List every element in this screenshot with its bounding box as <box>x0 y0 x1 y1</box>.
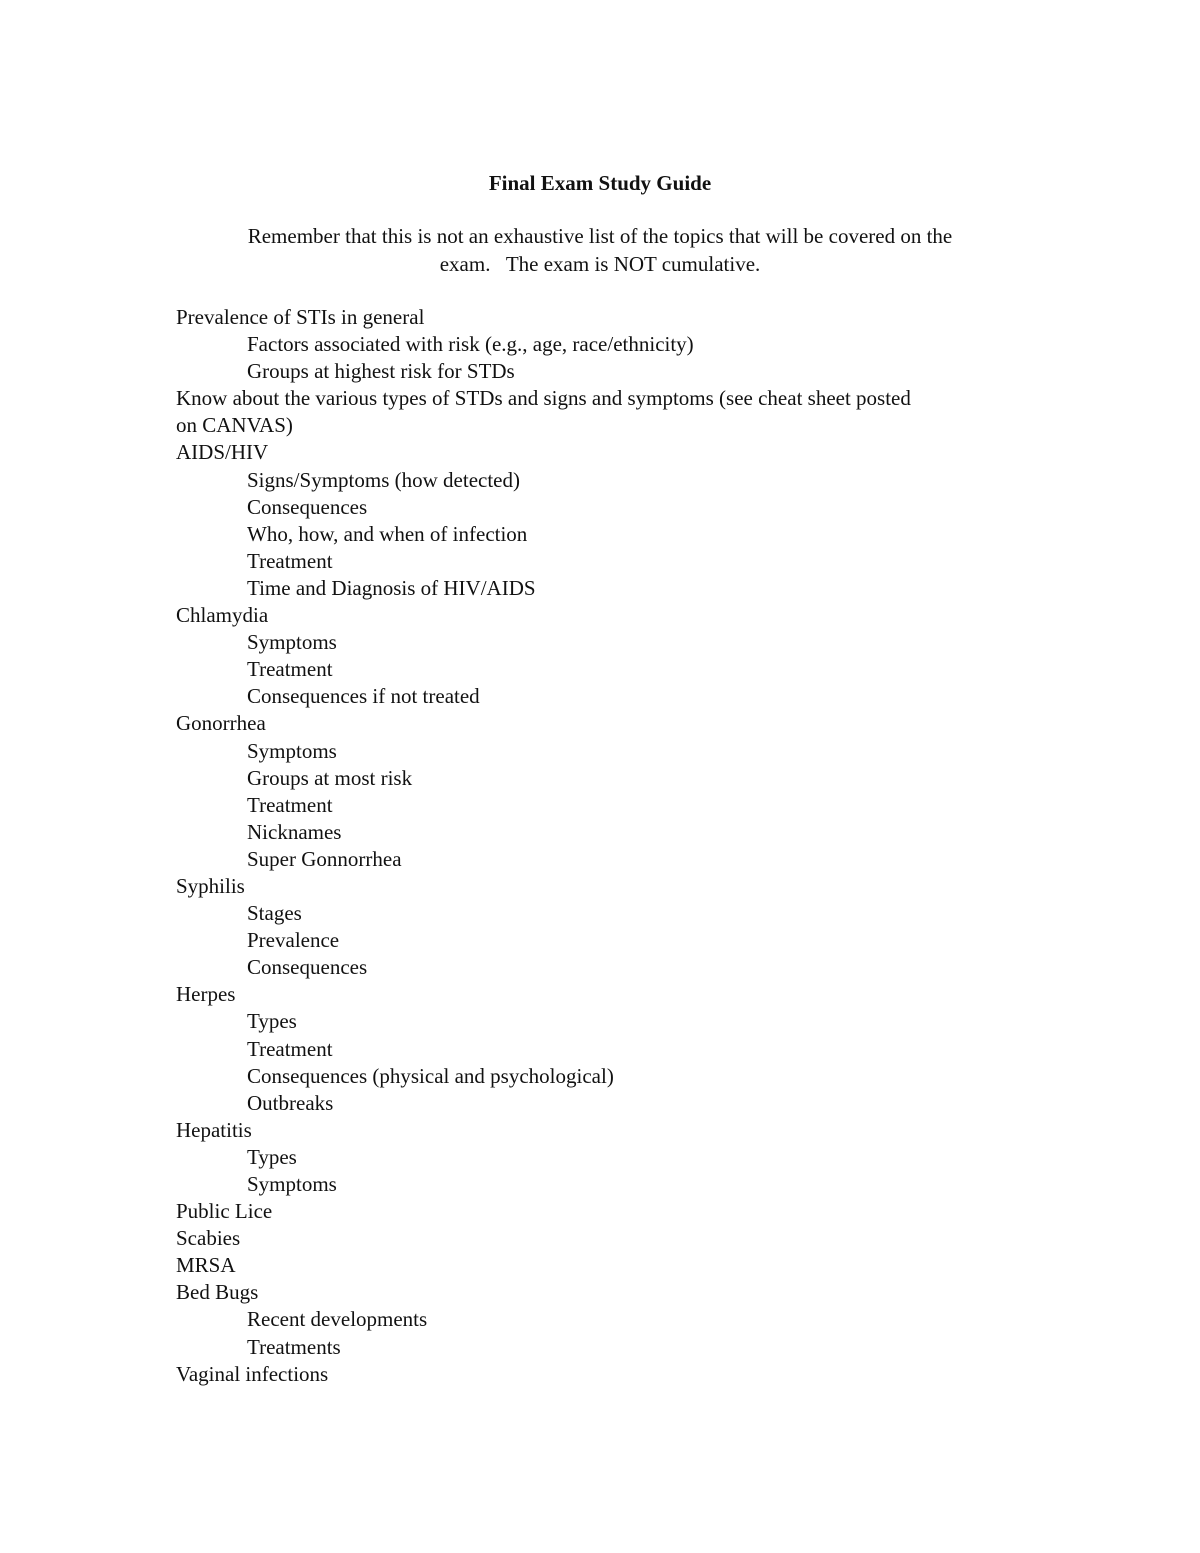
subtopic-item: Treatments <box>247 1334 341 1359</box>
subtopic-item: Symptoms <box>247 630 337 655</box>
topic-item: Know about the various types of STDs and signs and symptoms (see cheat sheet posted <box>176 386 911 411</box>
subtopic-item: Nicknames <box>247 819 342 844</box>
subtopic-item: Groups at most risk <box>247 765 413 790</box>
document-title: Final Exam Study Guide <box>488 171 712 195</box>
topic-item: Vaginal infections <box>176 1361 329 1386</box>
subtopic-item: Consequences (physical and psychological) <box>247 1063 614 1088</box>
subtopic-item: Recent developments <box>247 1307 428 1332</box>
topic-outline <box>176 304 1026 1388</box>
subtopic-item: Groups at highest risk for STDs <box>247 359 515 384</box>
topic-item: Herpes <box>176 982 236 1007</box>
subtopic-item: Factors associated with risk (e.g., age, race/ethnicity) <box>247 332 694 357</box>
subtopic-item: Treatment <box>247 657 333 682</box>
subtopic-item: Prevalence <box>247 928 340 953</box>
topic-item: Chlamydia <box>176 603 269 628</box>
subtopic-item: Consequences <box>247 955 368 980</box>
topic-item: Gonorrhea <box>176 711 266 736</box>
intro-paragraph <box>190 222 1010 278</box>
subtopic-item: Symptoms <box>247 1172 337 1196</box>
topic-item: Bed Bugs <box>176 1280 259 1305</box>
subtopic-item: Consequences <box>247 494 368 519</box>
subtopic-item: Super Gonnorrhea <box>247 846 402 871</box>
topic-item: on CANVAS) <box>176 413 293 438</box>
subtopic-item: Treatment <box>247 792 333 817</box>
topic-item: Public Lice <box>176 1199 273 1224</box>
topic-item: Prevalence of STIs in general <box>176 305 425 329</box>
intro-line: Remember that this is not an exhaustive list of the topics that will be covered on the <box>247 224 953 248</box>
topic-item: Hepatitis <box>176 1117 252 1142</box>
subtopic-item: Signs/Symptoms (how detected) <box>247 467 520 492</box>
topic-item: MRSA <box>176 1253 236 1278</box>
subtopic-item: Treatment <box>247 548 333 573</box>
topic-item: Scabies <box>176 1226 241 1251</box>
subtopic-item: Types <box>247 1009 297 1034</box>
topic-item: AIDS/HIV <box>176 440 269 465</box>
subtopic-item: Symptoms <box>247 738 337 763</box>
topic-item: Syphilis <box>176 873 245 898</box>
subtopic-item: Outbreaks <box>247 1090 334 1115</box>
intro-line: exam. The exam is NOT cumulative. <box>439 252 761 276</box>
subtopic-item: Treatment <box>247 1036 333 1061</box>
subtopic-item: Types <box>247 1144 297 1169</box>
subtopic-item: Time and Diagnosis of HIV/AIDS <box>247 575 536 600</box>
subtopic-item: Consequences if not treated <box>247 684 480 709</box>
subtopic-item: Stages <box>247 901 302 926</box>
subtopic-item: Who, how, and when of infection <box>247 521 528 546</box>
